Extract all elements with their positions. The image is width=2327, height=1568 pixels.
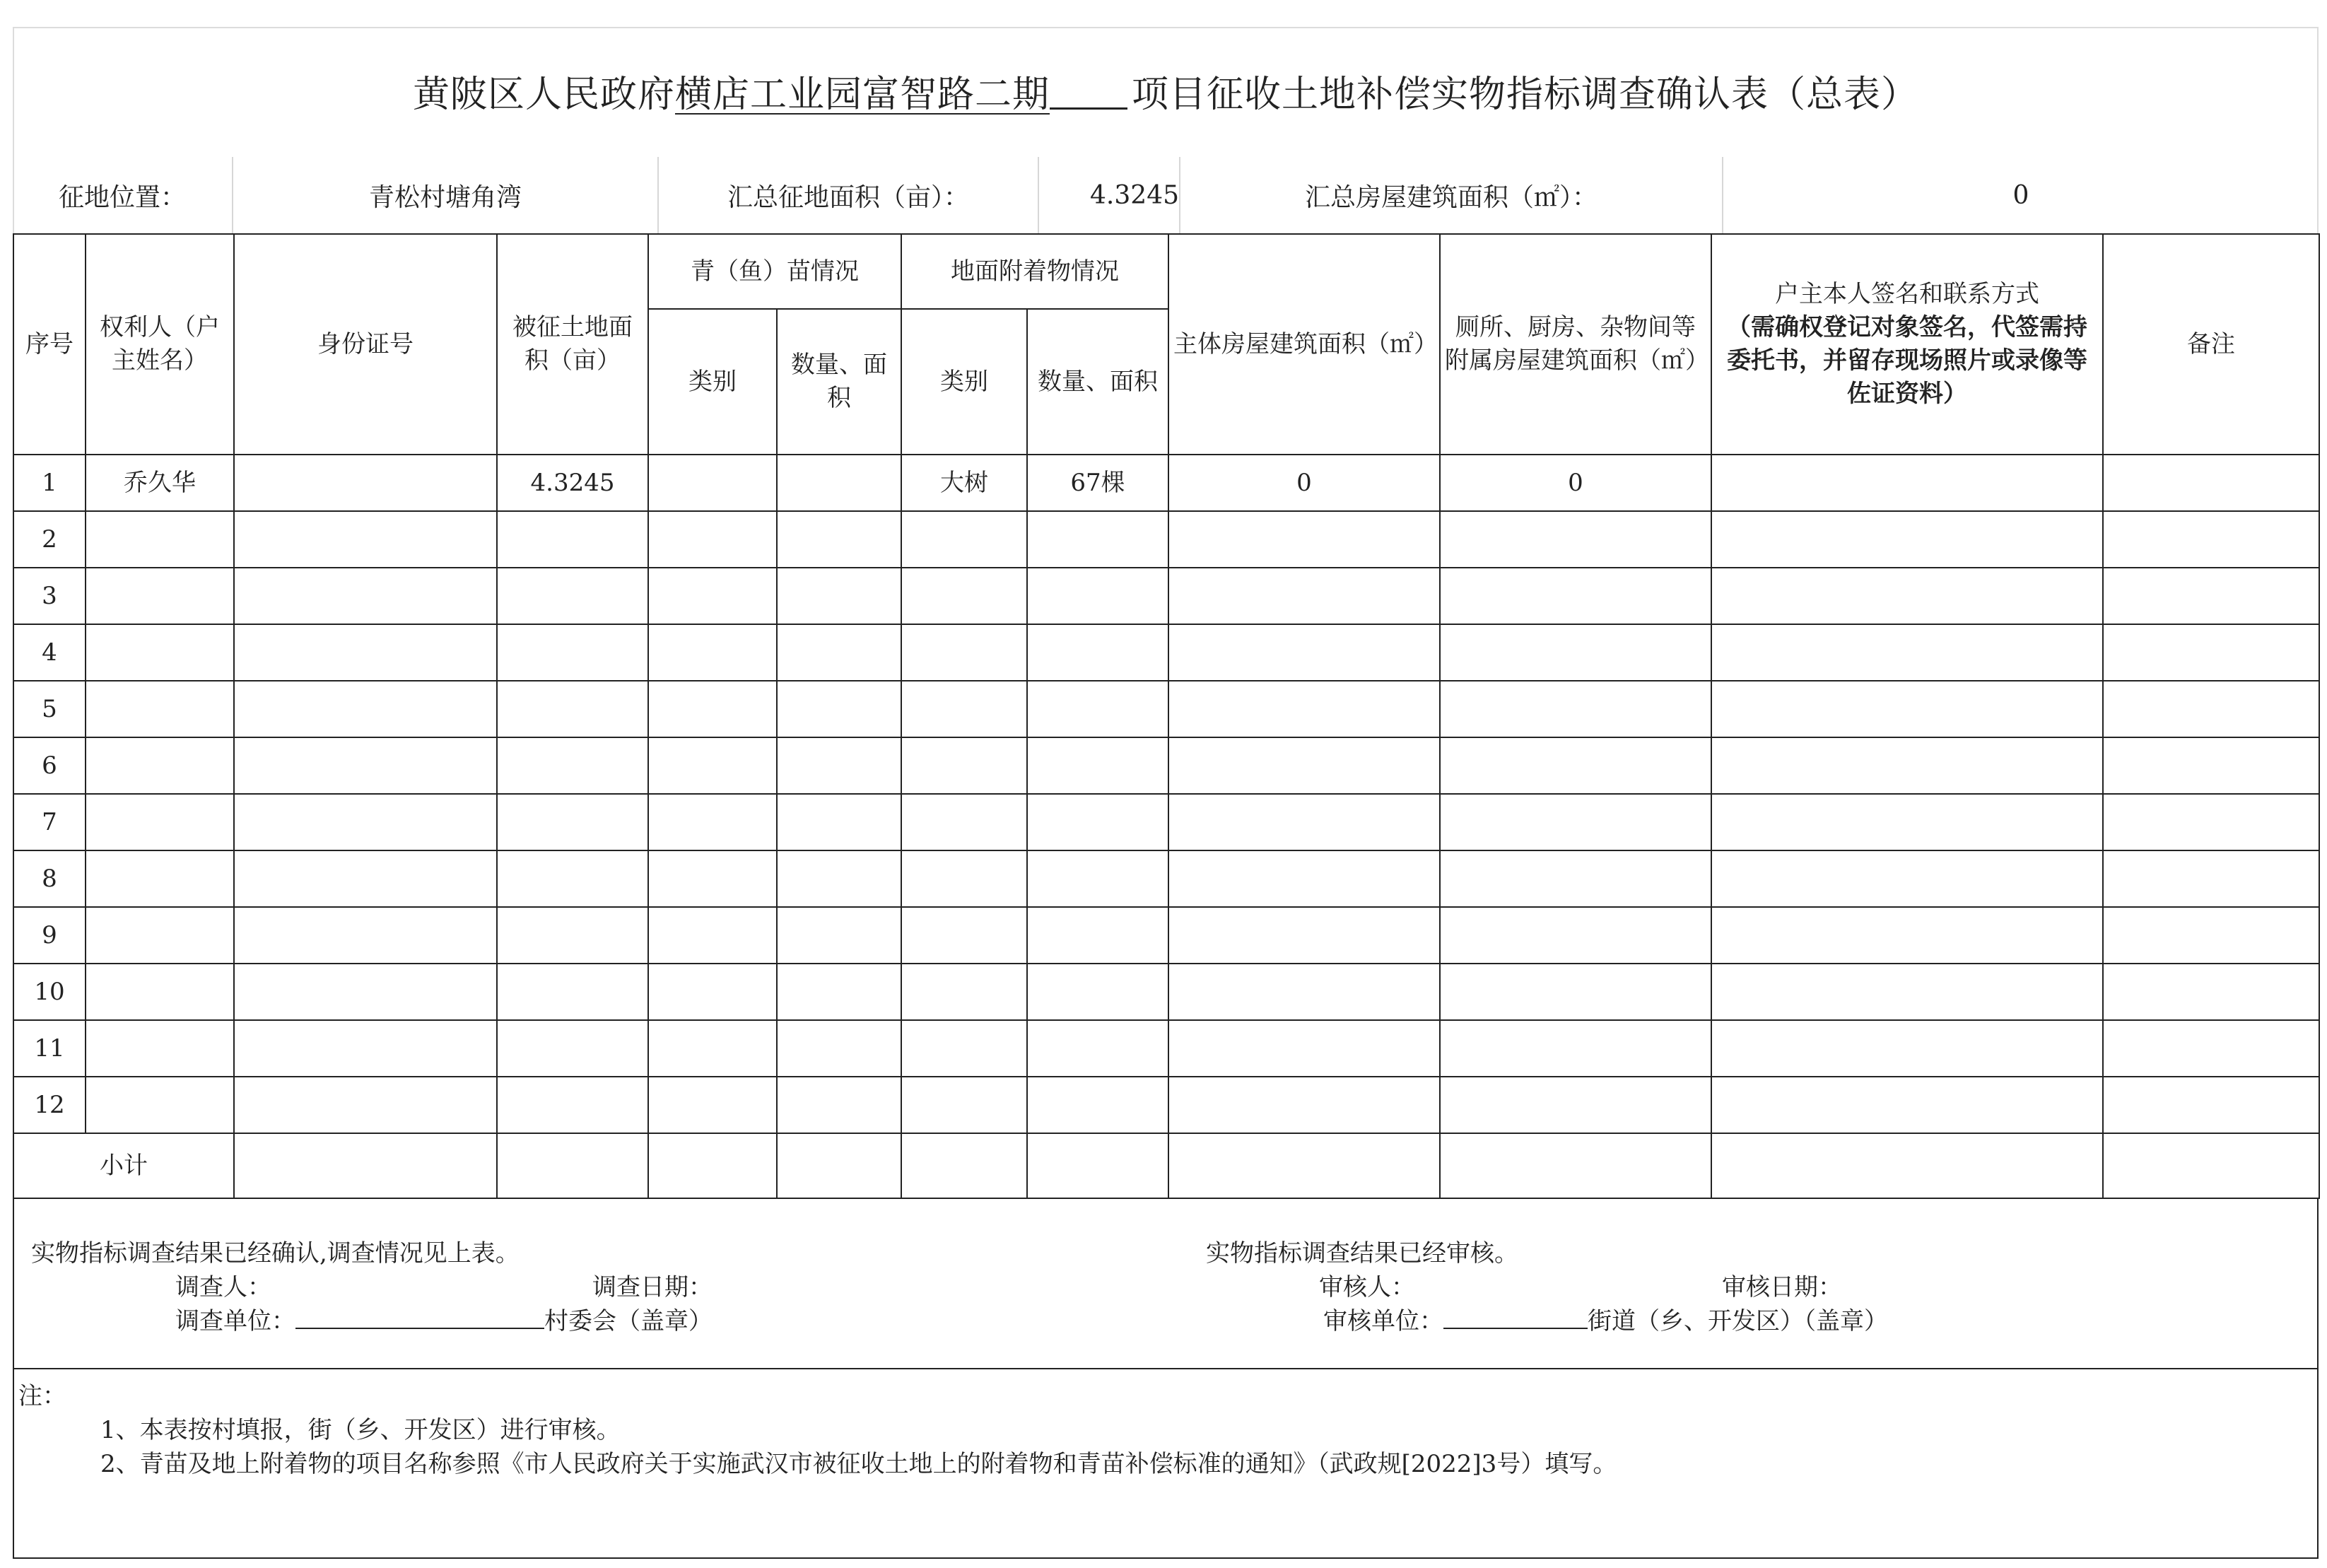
main-house-area-cell [1168, 1077, 1440, 1133]
attach-qty-cell: 67棵 [1027, 455, 1168, 511]
total-area-label: 汇总征地面积（亩）： [727, 182, 969, 212]
seq-cell: 7 [13, 794, 86, 850]
investigate-unit-label: 调查单位： [175, 1307, 295, 1335]
owner-cell [86, 907, 234, 964]
remark-cell [2103, 737, 2319, 794]
crop-kind-cell [648, 1077, 777, 1133]
header-main-house-area: 主体房屋建筑面积（㎡） [1168, 234, 1440, 455]
signature-cell [1711, 964, 2103, 1020]
owner-cell [86, 1077, 234, 1133]
header-attach-qty: 数量、面积 [1027, 309, 1168, 455]
table-row [13, 624, 2319, 681]
survey-table [13, 233, 2320, 1199]
main-house-area-cell [1168, 681, 1440, 737]
attach-qty-cell [1027, 511, 1168, 568]
table-row [13, 681, 2319, 737]
owner-cell [86, 624, 234, 681]
review-date-label: 审核日期： [1722, 1273, 1842, 1301]
attach-kind-cell [901, 568, 1027, 624]
review-confirm-statement: 实物指标调查结果已经审核。 [1206, 1239, 1518, 1268]
crop-kind-cell [648, 568, 777, 624]
id-number-cell [234, 737, 497, 794]
header-land-area: 被征土地面积（亩） [497, 234, 648, 455]
crop-qty-cell [777, 624, 901, 681]
header-row [13, 234, 2319, 309]
table-row [13, 455, 2319, 511]
aux-house-area-cell [1440, 737, 1711, 794]
id-number-cell [234, 794, 497, 850]
attach-kind-cell [901, 850, 1027, 907]
subtotal-cell [777, 1133, 901, 1198]
remark-cell [2103, 624, 2319, 681]
remark-cell [2103, 1020, 2319, 1077]
attach-kind-cell [901, 624, 1027, 681]
signature-cell [1711, 1020, 2103, 1077]
investigator-label: 调查人： [175, 1273, 271, 1301]
attach-qty-cell [1027, 568, 1168, 624]
main-house-area-cell [1168, 511, 1440, 568]
attach-kind-cell [901, 681, 1027, 737]
location-label: 征地位置： [58, 182, 186, 212]
crop-qty-cell [777, 907, 901, 964]
header-remark: 备注 [2103, 234, 2319, 455]
subtotal-cell [901, 1133, 1027, 1198]
header-signature-note: （需确权登记对象签名，代签需持委托书，并留存现场照片或录像等佐证资料） [1727, 313, 2087, 408]
id-number-cell [234, 1020, 497, 1077]
aux-house-area-cell [1440, 794, 1711, 850]
header-attachments: 地面附着物情况 [901, 234, 1168, 309]
total-area-value: 4.3245 [1090, 180, 1179, 210]
total-house-area-value: 0 [2012, 180, 2029, 210]
crop-qty-cell [777, 681, 901, 737]
attach-kind-cell [901, 907, 1027, 964]
owner-cell [86, 568, 234, 624]
remark-cell [2103, 455, 2319, 511]
crop-qty-cell [777, 455, 901, 511]
crop-kind-cell [648, 455, 777, 511]
crop-kind-cell [648, 1020, 777, 1077]
main-house-area-cell: 0 [1168, 455, 1440, 511]
aux-house-area-cell [1440, 624, 1711, 681]
id-number-cell [234, 455, 497, 511]
main-house-area-cell [1168, 624, 1440, 681]
aux-house-area-cell [1440, 850, 1711, 907]
id-number-cell [234, 850, 497, 907]
title-underline-blank [1050, 72, 1127, 110]
table-row [13, 511, 2319, 568]
signature-cell [1711, 681, 2103, 737]
main-house-area-cell [1168, 568, 1440, 624]
location-value: 青松村塘角湾 [368, 182, 522, 212]
attach-qty-cell [1027, 794, 1168, 850]
remark-cell [2103, 907, 2319, 964]
seq-cell: 9 [13, 907, 86, 964]
land-area-cell [497, 964, 648, 1020]
crop-qty-cell [777, 794, 901, 850]
aux-house-area-cell [1440, 907, 1711, 964]
confirmation-section [13, 1198, 2319, 1368]
crop-qty-cell [777, 737, 901, 794]
seq-cell: 11 [13, 1020, 86, 1077]
crop-kind-cell [648, 850, 777, 907]
seq-cell: 1 [13, 455, 86, 511]
subtotal-cell [234, 1133, 497, 1198]
crop-kind-cell [648, 511, 777, 568]
header-signature-title: 户主本人签名和联系方式 [1775, 280, 2039, 309]
signature-cell [1711, 907, 2103, 964]
id-number-cell [234, 907, 497, 964]
signature-cell [1711, 455, 2103, 511]
subtotal-cell [648, 1133, 777, 1198]
attach-qty-cell [1027, 681, 1168, 737]
notes-section [13, 1368, 2319, 1559]
investigate-unit-blank [295, 1304, 544, 1329]
seq-cell: 10 [13, 964, 86, 1020]
form-title [13, 27, 2319, 154]
table-row [13, 737, 2319, 794]
id-number-cell [234, 511, 497, 568]
land-area-cell [497, 1077, 648, 1133]
crop-qty-cell [777, 1077, 901, 1133]
crop-qty-cell [777, 1020, 901, 1077]
attach-qty-cell [1027, 1077, 1168, 1133]
signature-cell [1711, 511, 2103, 568]
subtotal-label: 小计 [13, 1133, 234, 1198]
land-area-cell [497, 907, 648, 964]
crop-qty-cell [777, 964, 901, 1020]
remark-cell [2103, 568, 2319, 624]
crop-kind-cell [648, 737, 777, 794]
crop-kind-cell [648, 794, 777, 850]
seq-cell: 3 [13, 568, 86, 624]
signature-cell [1711, 624, 2103, 681]
main-house-area-cell [1168, 1020, 1440, 1077]
owner-cell [86, 794, 234, 850]
table-row [13, 794, 2319, 850]
subtotal-cell [497, 1133, 648, 1198]
owner-cell [86, 1020, 234, 1077]
review-unit-label: 审核单位： [1323, 1307, 1443, 1335]
subtotal-row [13, 1133, 2319, 1198]
aux-house-area-cell [1440, 1077, 1711, 1133]
main-house-area-cell [1168, 907, 1440, 964]
table-row [13, 1020, 2319, 1077]
subtotal-cell [2103, 1133, 2319, 1198]
header-crop-kind: 类别 [648, 309, 777, 455]
seq-cell: 12 [13, 1077, 86, 1133]
subtotal-cell [1168, 1133, 1440, 1198]
attach-kind-cell [901, 511, 1027, 568]
attach-kind-cell [901, 737, 1027, 794]
table-row [13, 964, 2319, 1020]
attach-kind-cell [901, 964, 1027, 1020]
land-area-cell [497, 1020, 648, 1077]
crop-kind-cell [648, 964, 777, 1020]
id-number-cell [234, 681, 497, 737]
table-row [13, 850, 2319, 907]
seq-cell: 4 [13, 624, 86, 681]
note-item: 1、本表按村填报，街（乡、开发区）进行审核。 [100, 1416, 621, 1444]
land-area-cell [497, 850, 648, 907]
signature-cell [1711, 850, 2103, 907]
attach-qty-cell [1027, 850, 1168, 907]
note-item: 2、青苗及地上附着物的项目名称参照《市人民政府关于实施武汉市被征收土地上的附着物和青苗补偿标准的通知》（武政规[2022]3号）填写。 [100, 1450, 1617, 1478]
seq-cell: 8 [13, 850, 86, 907]
id-number-cell [234, 568, 497, 624]
main-house-area-cell [1168, 794, 1440, 850]
village-committee-seal-label: 村委会（盖章） [544, 1307, 713, 1335]
remark-cell [2103, 964, 2319, 1020]
attach-qty-cell [1027, 964, 1168, 1020]
title-suffix: 项目征收土地补偿实物指标调查确认表（总表） [1132, 73, 1919, 116]
owner-cell [86, 964, 234, 1020]
subtotal-cell [1440, 1133, 1711, 1198]
title-project-name: 横店工业园富智路二期 [674, 73, 1050, 116]
header-owner: 权利人（户主姓名） [86, 234, 234, 455]
crop-kind-cell [648, 681, 777, 737]
table-row [13, 1077, 2319, 1133]
header-aux-house-area: 厕所、厨房、杂物间等附属房屋建筑面积（㎡） [1440, 234, 1711, 455]
review-unit-blank [1443, 1304, 1588, 1329]
remark-cell [2103, 511, 2319, 568]
crop-kind-cell [648, 624, 777, 681]
table-row [13, 568, 2319, 624]
main-house-area-cell [1168, 737, 1440, 794]
aux-house-area-cell [1440, 1020, 1711, 1077]
header-crop-qty: 数量、面积 [777, 309, 901, 455]
owner-cell: 乔久华 [86, 455, 234, 511]
attach-kind-cell: 大树 [901, 455, 1027, 511]
land-area-cell [497, 568, 648, 624]
attach-kind-cell [901, 1077, 1027, 1133]
aux-house-area-cell [1440, 964, 1711, 1020]
table-row [13, 907, 2319, 964]
attach-qty-cell [1027, 1020, 1168, 1077]
attach-kind-cell [901, 794, 1027, 850]
subtotal-cell [1027, 1133, 1168, 1198]
seq-cell: 2 [13, 511, 86, 568]
land-area-cell [497, 794, 648, 850]
remark-cell [2103, 1077, 2319, 1133]
header-signature [1711, 234, 2103, 455]
owner-cell [86, 511, 234, 568]
aux-house-area-cell: 0 [1440, 455, 1711, 511]
investigate-unit-line [175, 1301, 713, 1336]
attach-kind-cell [901, 1020, 1027, 1077]
owner-cell [86, 850, 234, 907]
header-attach-kind: 类别 [901, 309, 1027, 455]
signature-cell [1711, 794, 2103, 850]
land-area-cell [497, 737, 648, 794]
attach-qty-cell [1027, 907, 1168, 964]
header-id-number: 身份证号 [234, 234, 497, 455]
signature-cell [1711, 568, 2103, 624]
signature-cell [1711, 737, 2103, 794]
land-area-cell: 4.3245 [497, 455, 648, 511]
header-seq: 序号 [13, 234, 86, 455]
attach-qty-cell [1027, 624, 1168, 681]
review-unit-line [1323, 1301, 1888, 1336]
subtotal-cell [1711, 1133, 2103, 1198]
id-number-cell [234, 1077, 497, 1133]
crop-kind-cell [648, 907, 777, 964]
land-area-cell [497, 624, 648, 681]
survey-confirm-statement: 实物指标调查结果已经确认,调查情况见上表。 [31, 1239, 520, 1268]
header-crops: 青（鱼）苗情况 [648, 234, 901, 309]
reviewer-label: 审核人： [1319, 1273, 1415, 1301]
aux-house-area-cell [1440, 568, 1711, 624]
remark-cell [2103, 794, 2319, 850]
id-number-cell [234, 624, 497, 681]
summary-info-row [13, 157, 2319, 233]
owner-cell [86, 681, 234, 737]
investigate-date-label: 调查日期： [592, 1273, 713, 1301]
remark-cell [2103, 850, 2319, 907]
seq-cell: 6 [13, 737, 86, 794]
main-house-area-cell [1168, 850, 1440, 907]
seq-cell: 5 [13, 681, 86, 737]
total-house-area-label: 汇总房屋建筑面积（㎡）： [1304, 182, 1598, 212]
remark-cell [2103, 681, 2319, 737]
aux-house-area-cell [1440, 511, 1711, 568]
crop-qty-cell [777, 568, 901, 624]
id-number-cell [234, 964, 497, 1020]
owner-cell [86, 737, 234, 794]
land-area-cell [497, 681, 648, 737]
title-prefix: 黄陂区人民政府 [412, 73, 675, 116]
aux-house-area-cell [1440, 681, 1711, 737]
signature-cell [1711, 1077, 2103, 1133]
notes-label: 注： [18, 1382, 66, 1410]
attach-qty-cell [1027, 737, 1168, 794]
main-house-area-cell [1168, 964, 1440, 1020]
land-area-cell [497, 511, 648, 568]
crop-qty-cell [777, 850, 901, 907]
street-seal-label: 街道（乡、开发区）（盖章） [1588, 1307, 1888, 1335]
crop-qty-cell [777, 511, 901, 568]
